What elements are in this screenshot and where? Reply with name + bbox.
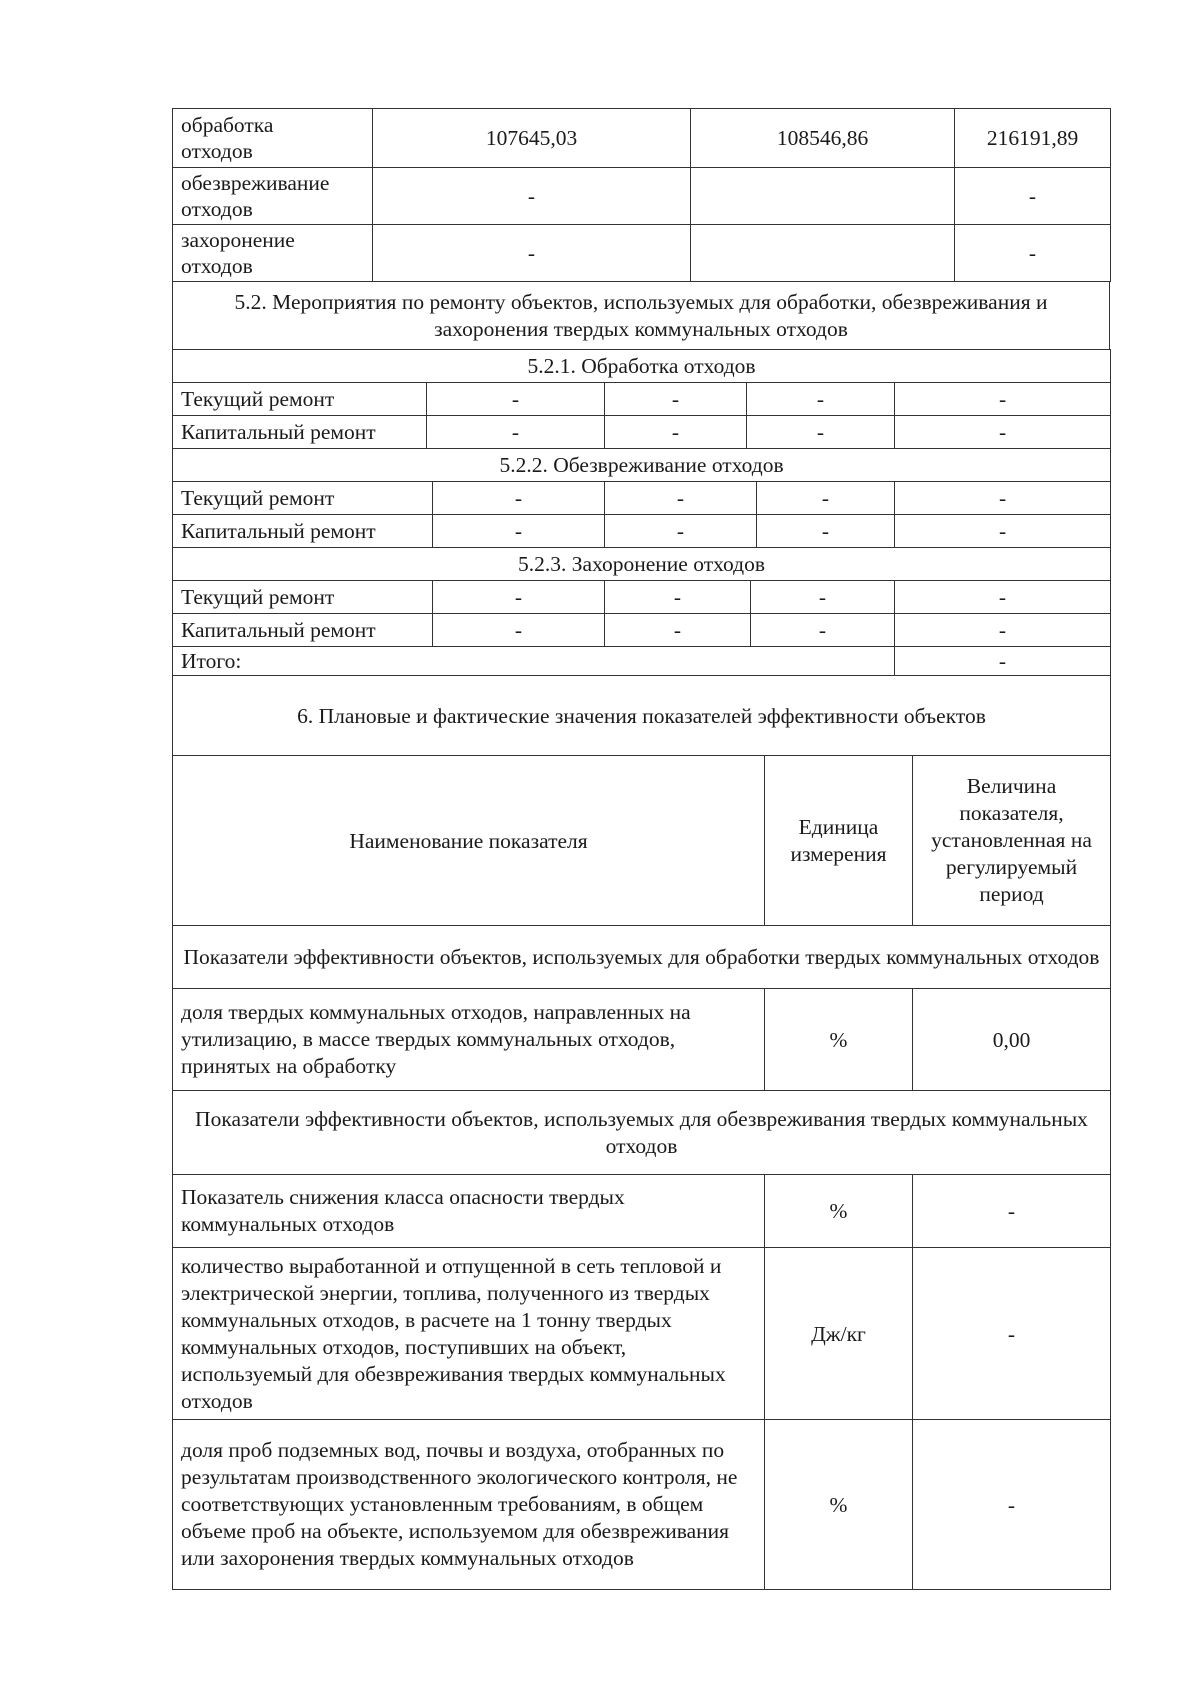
subsection-title: 5.2.1. Обработка отходов [173, 350, 1111, 383]
cell-value: - [605, 515, 757, 548]
total-value: - [895, 647, 1111, 676]
cell-value: - [605, 383, 747, 416]
header-row [173, 756, 1111, 926]
group-title: Показатели эффективности объектов, используемых для обработки твердых коммунальных отходов [173, 926, 1111, 989]
row-label: захоронение отходов [173, 225, 373, 282]
cell-value: - [895, 614, 1111, 647]
cell-value: - [757, 482, 895, 515]
table-row [173, 515, 1111, 548]
table-row [173, 581, 1111, 614]
column-header-value: Величина показателя, установленная на регулируемый период [913, 756, 1111, 926]
table-row [173, 614, 1111, 647]
row-label: Текущий ремонт [173, 482, 433, 515]
cell-value: 108546,86 [691, 109, 955, 168]
cell-value: - [955, 225, 1111, 282]
cell-value: - [751, 614, 895, 647]
indicator-value: - [913, 1248, 1111, 1420]
cell-value: - [751, 581, 895, 614]
row-label: Капитальный ремонт [173, 614, 433, 647]
cell-value: - [605, 416, 747, 449]
cell-value: - [895, 482, 1111, 515]
cell-value: - [605, 581, 751, 614]
subsection-5-2-1-table [172, 349, 1111, 449]
column-header-unit: Единица измерения [765, 756, 913, 926]
cell-value [691, 225, 955, 282]
row-label: Капитальный ремонт [173, 416, 427, 449]
cell-value: - [427, 416, 605, 449]
indicator-name: доля твердых коммунальных отходов, направленных на утилизацию, в массе твердых коммунальных отходов, принятых на обработку [173, 989, 765, 1091]
cell-value [691, 168, 955, 225]
table-row [173, 416, 1111, 449]
indicator-name: количество выработанной и отпущенной в сеть тепловой и электрической энергии, топлива, полученного из твердых коммунальных отходов, в расчете на 1 тонну твердых коммунальных отходов, поступивших на объект, используемый для обезвреживания твердых коммунальных отходов [173, 1248, 765, 1420]
table-row [173, 168, 1111, 225]
cell-value: - [427, 383, 605, 416]
cell-value: - [895, 581, 1111, 614]
table-row [173, 482, 1111, 515]
indicator-value: - [913, 1175, 1111, 1248]
table-row [173, 109, 1111, 168]
cell-value: - [605, 482, 757, 515]
subsection-5-2-2-table [172, 448, 1111, 548]
cell-value: - [757, 515, 895, 548]
cell-value: - [433, 482, 605, 515]
section-title: 6. Плановые и фактические значения показателей эффективности объектов [173, 676, 1111, 756]
cell-value: - [433, 581, 605, 614]
subsection-title: 5.2.2. Обезвреживание отходов [173, 449, 1111, 482]
cell-value: - [433, 515, 605, 548]
table-row [173, 1175, 1111, 1248]
indicator-unit: % [765, 1420, 913, 1590]
cell-value: - [373, 225, 691, 282]
total-label: Итого: [173, 647, 895, 676]
section-6-table [172, 675, 1111, 1590]
cell-value: 216191,89 [955, 109, 1111, 168]
subsection-5-2-3-table [172, 547, 1111, 676]
section-title: 5.2. Мероприятия по ремонту объектов, используемых для обработки, обезвреживания и захоронения твердых коммунальных отходов [173, 282, 1110, 350]
indicator-name: доля проб подземных вод, почвы и воздуха, отобранных по результатам производственного экологического контроля, не соответствующих установленным требованиям, в общем объеме проб на объекте, используемом для обезвреживания или захоронения твердых коммунальных отходов [173, 1420, 765, 1590]
group-title: Показатели эффективности объектов, используемых для обезвреживания твердых коммунальных отходов [173, 1091, 1111, 1175]
total-row [173, 647, 1111, 676]
indicator-name: Показатель снижения класса опасности твердых коммунальных отходов [173, 1175, 765, 1248]
subsection-title: 5.2.3. Захоронение отходов [173, 548, 1111, 581]
cell-value: 107645,03 [373, 109, 691, 168]
cell-value: - [895, 416, 1111, 449]
cell-value: - [605, 614, 751, 647]
cell-value: - [747, 416, 895, 449]
indicator-value: 0,00 [913, 989, 1111, 1091]
indicator-value: - [913, 1420, 1111, 1590]
cell-value: - [955, 168, 1111, 225]
row-label: Капитальный ремонт [173, 515, 433, 548]
indicator-unit: % [765, 989, 913, 1091]
cell-value: - [895, 383, 1111, 416]
table-row [173, 383, 1111, 416]
cell-value: - [433, 614, 605, 647]
table-row [173, 989, 1111, 1091]
row-label: Текущий ремонт [173, 383, 427, 416]
cell-value: - [747, 383, 895, 416]
table-row [173, 1420, 1111, 1590]
row-label: обезвреживание отходов [173, 168, 373, 225]
cell-value: - [895, 515, 1111, 548]
volumes-table [172, 108, 1111, 282]
cell-value: - [373, 168, 691, 225]
column-header-name: Наименование показателя [173, 756, 765, 926]
table-row [173, 1248, 1111, 1420]
row-label: обработка отходов [173, 109, 373, 168]
section-5-2-title-table [172, 281, 1110, 350]
indicator-unit: % [765, 1175, 913, 1248]
row-label: Текущий ремонт [173, 581, 433, 614]
indicator-unit: Дж/кг [765, 1248, 913, 1420]
table-row [173, 225, 1111, 282]
